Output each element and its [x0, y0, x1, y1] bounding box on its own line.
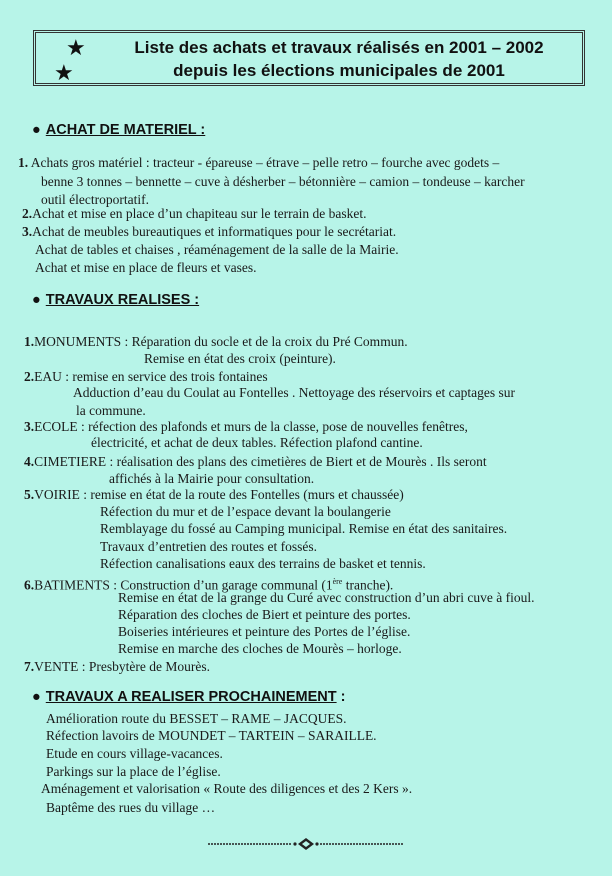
star-icon: ★	[54, 60, 74, 85]
list-item: Réparation des cloches de Biert et peinture des portes.	[118, 607, 411, 622]
list-item: 6.BATIMENTS : Construction d’un garage communal (1ère tranche).	[24, 577, 394, 593]
list-item: Boiseries intérieures et peinture des Portes de l’église.	[118, 624, 411, 639]
list-item: Achat de tables et chaises , réaménagement de la salle de la Mairie.	[35, 242, 399, 257]
list-item: Achat et mise en place de fleurs et vases.	[35, 260, 257, 275]
section-title-achat: ● ACHAT DE MATERIEL :	[32, 122, 206, 138]
list-item: Remise en marche des cloches de Mourès – horloge.	[118, 641, 402, 656]
star-icon: ★	[66, 35, 86, 60]
list-item: 7.VENTE : Presbytère de Mourès.	[24, 659, 210, 674]
list-item: Réfection canalisations eaux des terrains de basket et tennis.	[100, 556, 426, 571]
list-item: la commune.	[76, 403, 146, 418]
page-title: Liste des achats et travaux réalisés en 2001 – 2002	[134, 38, 544, 57]
list-item: électricité, et achat de deux tables. Réfection plafond cantine.	[91, 435, 423, 450]
list-item: Remblayage du fossé au Camping municipal. Remise en état des sanitaires.	[100, 521, 508, 536]
list-item: benne 3 tonnes – bennette – cuve à désherber – bétonnière – camion – tondeuse – karcher	[41, 174, 525, 189]
ornament-divider	[208, 838, 404, 850]
list-item: Aménagement et valorisation « Route des diligences et des 2 Kers ».	[41, 781, 413, 796]
list-item: 3.ECOLE : réfection des plafonds et murs de la classe, pose de nouvelles fenêtres,	[24, 419, 468, 434]
header-box	[33, 30, 585, 86]
page-subtitle: depuis les élections municipales de 2001	[173, 61, 505, 80]
list-item: 3.Achat de meubles bureautiques et informatiques pour le secrétariat.	[22, 224, 397, 239]
list-item: Travaux d’entretien des routes et fossés.	[100, 539, 317, 554]
list-item: 2.Achat et mise en place d’un chapiteau sur le terrain de basket.	[22, 206, 367, 221]
bullet-icon: ●	[32, 122, 41, 138]
list-item: Etude en cours village-vacances.	[46, 746, 223, 761]
list-item: 1. Achats gros matériel : tracteur - épareuse – étrave – pelle retro – fourche avec godets –	[18, 155, 500, 170]
bullet-icon: ●	[32, 292, 41, 308]
bullet-icon: ●	[32, 689, 41, 705]
section-title-travaux: ● TRAVAUX REALISES :	[32, 292, 200, 308]
list-item: Remise en état des croix (peinture).	[144, 351, 336, 366]
list-item: 4.CIMETIERE : réalisation des plans des cimetières de Biert et de Mourès . Ils seront	[24, 454, 487, 469]
list-item: Adduction d’eau du Coulat au Fontelles . Nettoyage des réservoirs et captages sur	[73, 385, 515, 400]
list-item: Baptême des rues du village …	[46, 800, 216, 815]
list-item: Remise en état de la grange du Curé avec construction d’un abri cuve à fioul.	[118, 590, 535, 605]
list-item: Parkings sur la place de l’église.	[46, 764, 221, 779]
list-item: affichés à la Mairie pour consultation.	[109, 471, 315, 486]
diamond-ornament-icon	[293, 838, 318, 850]
list-item: 1.MONUMENTS : Réparation du socle et de la croix du Pré Commun.	[24, 334, 408, 349]
list-item: Amélioration route du BESSET – RAME – JACQUES.	[46, 711, 347, 726]
list-item: Réfection lavoirs de MOUNDET – TARTEIN – SARAILLE.	[46, 728, 377, 743]
list-item: 5.VOIRIE : remise en état de la route des Fontelles (murs et chaussée)	[24, 487, 404, 502]
list-item: 2.EAU : remise en service des trois fontaines	[24, 369, 268, 384]
list-item: Réfection du mur et de l’espace devant la boulangerie	[100, 504, 391, 519]
section-title-prochainement: ● TRAVAUX A REALISER PROCHAINEMENT :	[32, 689, 346, 705]
list-item: outil électroportatif.	[41, 192, 149, 207]
